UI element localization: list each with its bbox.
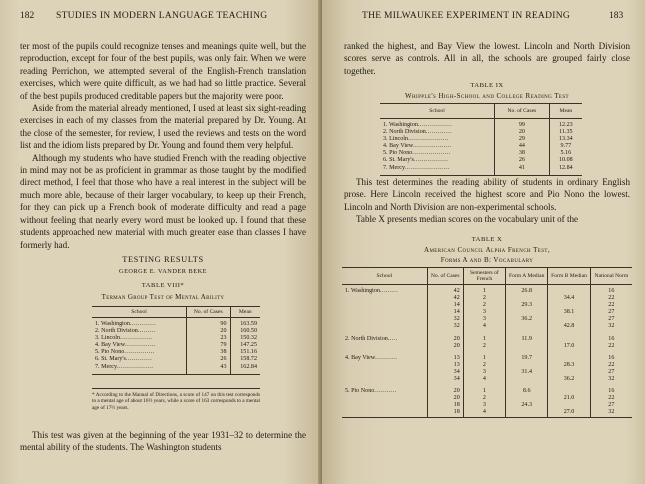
leader-dots: .............	[129, 321, 157, 327]
table-row	[342, 376, 632, 383]
paragraph: Table X presents median scores on the vocabulary unit of the	[356, 214, 579, 225]
table-cell: 36.2	[548, 376, 590, 383]
school-name: 6. St. Mary's	[383, 157, 414, 164]
table-label: TABLE VIII*	[141, 282, 185, 289]
leader-dots: ...........	[374, 388, 397, 395]
column-header: Form B Median	[548, 268, 590, 285]
running-head: STUDIES IN MODERN LANGUAGE TEACHING	[56, 11, 268, 21]
column-header: Form A Median	[506, 268, 548, 285]
table-row	[380, 136, 582, 143]
table-row	[92, 364, 260, 375]
table-cell	[506, 323, 548, 330]
table-cell: 19.7	[506, 350, 548, 362]
table-cell	[548, 369, 590, 376]
table-cell	[342, 343, 427, 350]
table-cell: 2	[463, 395, 505, 402]
table-cell: 20	[427, 343, 463, 350]
body-text	[20, 429, 306, 454]
table-cell: 4	[463, 323, 505, 330]
leader-dots: ...................	[413, 143, 452, 150]
table-cell: 26	[187, 356, 231, 363]
table-cell: 22	[590, 362, 632, 369]
school-name: 3. Lincoln	[95, 335, 121, 342]
school-name: 5. Pio Nono	[345, 388, 375, 395]
table-cell	[342, 409, 427, 417]
table-x	[342, 267, 632, 418]
table-cell	[548, 285, 590, 296]
table-cell: 42	[427, 285, 463, 296]
table-cell: 10.08	[549, 157, 582, 164]
table-cell: 14	[427, 302, 463, 309]
table-cell: 162.84	[230, 364, 260, 375]
table-row	[92, 349, 260, 356]
table-cell	[342, 395, 427, 402]
table-cell: 13	[427, 362, 463, 369]
footnote-rule	[92, 388, 260, 389]
table-cell	[342, 285, 427, 296]
leader-dots: .........	[379, 288, 399, 294]
school-name: 4. Bay View	[345, 354, 376, 361]
table-cell: 11.35	[549, 129, 582, 136]
table-cell: 43	[187, 364, 231, 375]
table-cell: 36.2	[506, 316, 548, 323]
table-cell: 29	[495, 136, 550, 143]
leader-dots: ...............	[125, 342, 156, 349]
column-header: School	[92, 307, 187, 318]
table-cell: 13.34	[549, 136, 582, 143]
school-name: 2. North Division	[383, 129, 426, 136]
leader-dots: ...............	[124, 349, 155, 356]
table-cell	[342, 316, 427, 323]
table-cell: 18	[427, 402, 463, 409]
table-cell: 16	[590, 285, 632, 296]
running-head: THE MILWAUKEE EXPERIMENT IN READING	[362, 11, 571, 21]
table-cell	[548, 316, 590, 323]
table-cell	[342, 362, 427, 369]
table-label: TABLE X	[471, 236, 503, 243]
table-cell: 3	[463, 316, 505, 323]
table-cell	[342, 302, 427, 309]
table-cell: 22	[590, 395, 632, 402]
column-header: No. of Cases	[495, 104, 550, 119]
left-page	[0, 0, 322, 484]
column-header: Semesters of French	[463, 268, 505, 285]
paragraph: Aside from the material already mentioned, I used at least six sight-reading exercises in each of my classes from the material prepared by Dr. Young. At the close of the semester, for review, I used the reviews and tests on the word list and the idiom lists prepared by Dr. Young and found them very helpful.	[20, 103, 306, 151]
table-cell: 27	[590, 316, 632, 323]
table-cell	[506, 376, 548, 383]
table-cell	[506, 343, 548, 350]
table-cell: 12.23	[549, 119, 582, 130]
table-row	[342, 309, 632, 316]
table-cell: 29.3	[506, 302, 548, 309]
table-cell: 22	[590, 343, 632, 350]
school-name: 1. Washington	[345, 288, 380, 294]
table-row	[342, 362, 632, 369]
table-cell	[548, 302, 590, 309]
table-cell	[506, 409, 548, 417]
table-cell: 1	[463, 331, 505, 343]
table-viii	[92, 306, 260, 375]
table-cell	[380, 150, 495, 157]
leader-dots: .....	[387, 335, 398, 342]
body-text	[20, 40, 306, 251]
table-cell: 14	[427, 309, 463, 316]
table-cell: 5.16	[549, 150, 582, 157]
table-cell: 38.1	[548, 309, 590, 316]
table-row	[342, 350, 632, 362]
table-cell: 11.9	[506, 331, 548, 343]
table-row	[342, 323, 632, 330]
leader-dots: ...................	[412, 150, 451, 157]
table-row	[342, 285, 632, 296]
table-title: American Council Alpha French Test,	[423, 246, 551, 254]
table-cell: 1	[463, 350, 505, 362]
table-cell: 44	[495, 143, 550, 150]
table-cell: 160.50	[230, 328, 260, 335]
table-cell	[506, 395, 548, 402]
paragraph: This test determines the reading ability of students in ordinary English prose. Here Lincoln received the highest score and Pio Nono the lowest. Lincoln and North Division are non-experimental schools.	[344, 177, 630, 212]
table-cell: 38	[495, 150, 550, 157]
table-body	[380, 119, 582, 176]
table-ix	[380, 103, 582, 176]
table-cell: 90	[187, 318, 231, 329]
table-cell: 27	[590, 402, 632, 409]
table-cell: 158.72	[230, 356, 260, 363]
table-cell: 3	[463, 402, 505, 409]
table-cell: 22	[590, 302, 632, 309]
table-cell: 3	[463, 369, 505, 376]
body-text	[344, 176, 630, 226]
table-cell	[548, 331, 590, 343]
table-cell: 41	[495, 165, 550, 176]
table-cell	[380, 129, 495, 136]
table-cell: 27	[590, 309, 632, 316]
school-name: 2. North Division	[95, 328, 138, 335]
column-header: Mean	[230, 307, 260, 318]
table-cell	[548, 350, 590, 362]
table-cell	[342, 331, 427, 343]
table-cell: 26.8	[506, 285, 548, 296]
table-cell: 18	[427, 409, 463, 417]
leader-dots: .............	[125, 356, 153, 363]
table-row	[342, 383, 632, 395]
table-cell: 2	[463, 302, 505, 309]
table-row	[342, 395, 632, 402]
table-row	[380, 129, 582, 136]
table-row	[380, 119, 582, 130]
table-cell: 16	[590, 350, 632, 362]
paragraph: ter most of the pupils could recognize tenses and meanings quite well, but the reproduction, except for four of the best pupils, was only fair. When we were reading Perrichon, we attempted several of the English-French translation exercises, which were quite difficult, as we had had so little practice. Several of the best pupils produced creditable papers but the majority were poor.	[20, 41, 306, 101]
table-row	[342, 343, 632, 350]
school-name: 2. North Division	[345, 335, 388, 342]
table-cell: 34	[427, 376, 463, 383]
table-cell: 1	[463, 383, 505, 395]
right-page	[322, 0, 645, 484]
leader-dots: .................	[417, 122, 453, 128]
table-cell	[342, 309, 427, 316]
table-cell: 17.0	[548, 343, 590, 350]
table-cell: 20	[427, 383, 463, 395]
table-cell	[342, 369, 427, 376]
table-row	[92, 342, 260, 349]
school-name: 4. Bay View	[383, 143, 414, 150]
school-name: 1. Washington	[95, 321, 130, 327]
table-cell	[92, 335, 187, 342]
table-row	[92, 318, 260, 329]
page-number: 183	[609, 11, 624, 21]
table-cell	[548, 402, 590, 409]
table-row	[342, 331, 632, 343]
table-title: Whipple's High-School and College Reading Test	[405, 92, 569, 100]
table-row	[380, 150, 582, 157]
table-cell: 32	[427, 316, 463, 323]
table-cell	[342, 323, 427, 330]
table-row	[342, 295, 632, 302]
table-cell: 32	[427, 323, 463, 330]
table-cell: 28.3	[548, 362, 590, 369]
table-cell: 38	[187, 349, 231, 356]
column-header: No. of Cases	[427, 268, 463, 285]
school-name: 3. Lincoln	[383, 136, 409, 143]
table-cell	[92, 328, 187, 335]
leader-dots: ...........	[375, 354, 398, 361]
table-cell: 20	[427, 395, 463, 402]
table-cell	[342, 376, 427, 383]
table-cell: 23	[187, 335, 231, 342]
table-cell: 26	[495, 157, 550, 164]
school-name: 5. Pio Nono	[95, 349, 125, 356]
table-cell: 150.32	[230, 335, 260, 342]
table-cell: 2	[463, 295, 505, 302]
table-cell: 99	[495, 119, 550, 130]
table-title: Terman Group Test of Mental Ability	[101, 293, 225, 301]
table-cell: 3	[463, 309, 505, 316]
column-header: No. of Cases	[187, 307, 231, 318]
paragraph: Although my students who have studied French with the reading objective in mind may not be as proficient in grammar as those taught by the modified direct method, I feel that those who have a real interest in the subject will be much more able, because of their larger vocabulary, to keep up their French, for they can pick up a French book of moderate difficulty and read a page without feeling that nearly every word must be looked up. I found that these students approached new material with much greater ease than classes I have formerly had.	[20, 152, 306, 250]
table-cell: 2	[463, 362, 505, 369]
leader-dots: .........	[137, 328, 157, 335]
table-cell	[92, 356, 187, 363]
table-cell: 147.25	[230, 342, 260, 349]
table-cell	[506, 309, 548, 316]
table-row	[342, 402, 632, 409]
table-cell: 12.84	[549, 165, 582, 176]
table-cell: 163.59	[230, 318, 260, 329]
table-cell	[380, 136, 495, 143]
table-cell: 34.4	[548, 295, 590, 302]
table-cell: 4	[463, 376, 505, 383]
table-cell: 27	[590, 369, 632, 376]
table-label: TABLE IX	[470, 82, 504, 89]
table-cell: 20	[427, 331, 463, 343]
table-cell: 32	[590, 409, 632, 417]
table-cell	[380, 119, 495, 130]
table-cell	[342, 350, 427, 362]
table-cell: 151.16	[230, 349, 260, 356]
table-cell	[92, 342, 187, 349]
table-body	[92, 318, 260, 375]
school-name: 7. Mercy	[383, 164, 405, 171]
table-cell	[506, 362, 548, 369]
leader-dots: ..................	[117, 363, 154, 370]
column-header: National Norm	[590, 268, 632, 285]
table-row	[380, 143, 582, 150]
school-name: 1. Washington	[383, 122, 418, 128]
table-cell: 13	[427, 350, 463, 362]
school-name: 7. Mercy	[95, 363, 117, 370]
paragraph: ranked the highest, and Bay View the lowest. Lincoln and North Division scores serve as controls. All in all, the schools are grouped fairly close together.	[344, 41, 630, 76]
table-cell: 16	[590, 331, 632, 343]
table-cell	[380, 157, 495, 164]
table-cell	[380, 143, 495, 150]
leader-dots: ......................	[405, 164, 450, 171]
table-row	[92, 335, 260, 342]
page-number: 182	[20, 11, 35, 21]
school-name: 5. Pio Nono	[383, 150, 413, 157]
table-cell: 20	[187, 328, 231, 335]
table-row	[342, 316, 632, 323]
table-subtitle: Forms A and B: Vocabulary	[440, 256, 534, 264]
table-footnote: * According to the Manual of Directions, a score of 147 on this test corresponds to a mental age of about 16½ years, while a score of 163 corresponds to a mental age of 17½ years.	[92, 392, 260, 411]
table-row	[380, 165, 582, 176]
table-cell: 8.6	[506, 383, 548, 395]
table-cell: 42.8	[548, 323, 590, 330]
table-cell: 34	[427, 369, 463, 376]
table-cell: 24.3	[506, 402, 548, 409]
table-cell: 9.77	[549, 143, 582, 150]
section-title: TESTING RESULTS	[122, 255, 204, 264]
table-cell: 27.0	[548, 409, 590, 417]
school-name: 4. Bay View	[95, 342, 126, 349]
table-cell: 31.4	[506, 369, 548, 376]
column-header: Mean	[549, 104, 582, 119]
table-cell	[92, 318, 187, 329]
table-cell	[342, 295, 427, 302]
school-name: 6. St. Mary's	[95, 356, 126, 363]
table-cell	[92, 349, 187, 356]
table-cell: 1	[463, 285, 505, 296]
table-cell	[380, 165, 495, 176]
leader-dots: .................	[413, 157, 449, 164]
column-header: School	[380, 104, 495, 119]
table-cell: 16	[590, 383, 632, 395]
section-author: GEORGE E. VANDER BEKE	[119, 268, 207, 275]
table-cell: 32	[590, 323, 632, 330]
column-header: School	[342, 268, 427, 285]
table-cell: 32	[590, 376, 632, 383]
table-row	[92, 356, 260, 363]
table-row	[342, 302, 632, 309]
leader-dots: ....................	[408, 136, 449, 143]
paragraph: This test was given at the beginning of the year 1931–32 to determine the mental ability of the students. The Washington students	[20, 430, 306, 453]
leader-dots: .............	[425, 129, 453, 136]
table-row	[92, 328, 260, 335]
table-cell: 20	[495, 129, 550, 136]
table-row	[380, 157, 582, 164]
table-cell: 21.0	[548, 395, 590, 402]
table-cell	[506, 295, 548, 302]
table-cell	[92, 364, 187, 375]
table-cell: 42	[427, 295, 463, 302]
table-row	[342, 409, 632, 417]
body-text	[344, 40, 630, 77]
table-cell: 2	[463, 343, 505, 350]
table-cell: 22	[590, 295, 632, 302]
leader-dots: ................	[120, 335, 153, 342]
table-cell	[342, 383, 427, 395]
table-row	[342, 369, 632, 376]
table-cell	[342, 402, 427, 409]
table-body	[342, 285, 632, 418]
table-cell: 4	[463, 409, 505, 417]
table-cell	[548, 383, 590, 395]
table-cell: 79	[187, 342, 231, 349]
